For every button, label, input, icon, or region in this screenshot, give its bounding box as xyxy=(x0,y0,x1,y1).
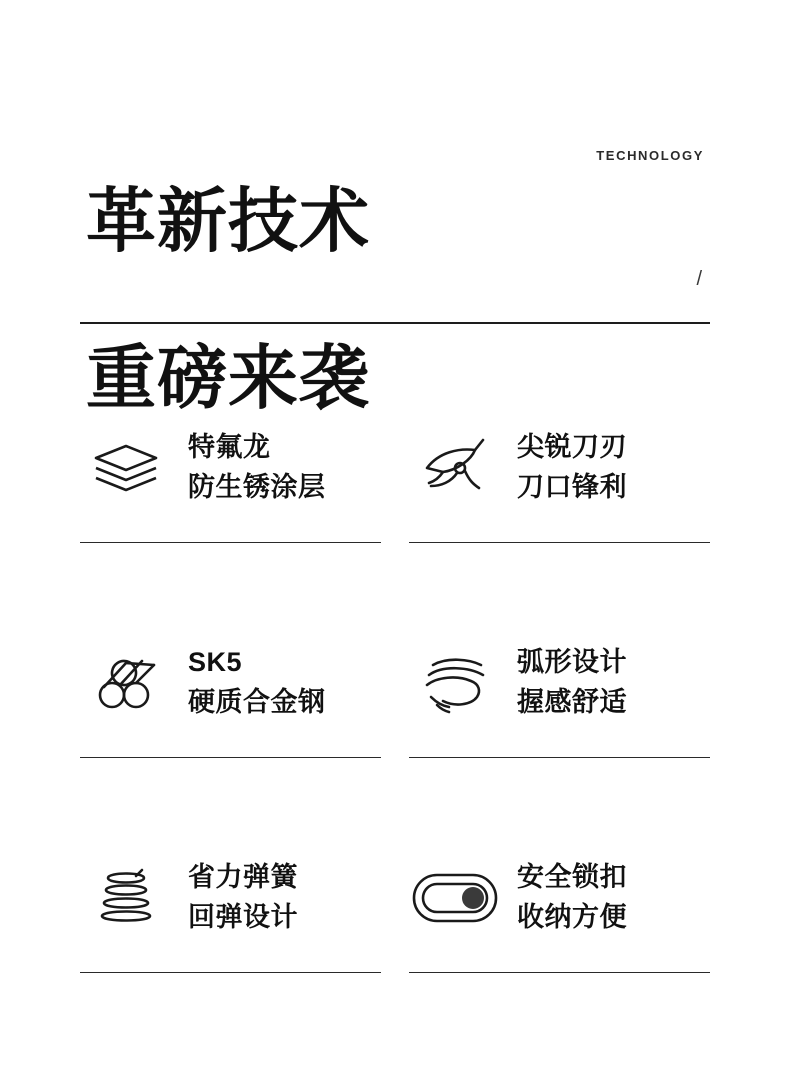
feature-labels xyxy=(188,863,298,932)
feature-item xyxy=(409,400,710,615)
steel-bars-icon xyxy=(80,637,172,729)
feature-labels xyxy=(517,863,627,932)
feature-item xyxy=(80,830,381,1045)
kicker-label: TECHNOLOGY xyxy=(596,148,704,163)
feature-label-line-1: 省力弹簧 xyxy=(188,862,298,893)
feature-label-line-2: 硬质合金钢 xyxy=(188,687,326,717)
feature-label-line-2: 防生锈涂层 xyxy=(188,472,326,502)
feature-label-line-1: 特氟龙 xyxy=(188,432,271,463)
feature-grid xyxy=(80,400,710,1045)
feature-labels xyxy=(517,648,627,717)
layers-icon xyxy=(80,422,172,514)
feature-label-line-1: 尖锐刀刃 xyxy=(517,432,627,463)
page-title-line-1: 革新技术 xyxy=(86,182,370,261)
feature-labels xyxy=(188,648,326,717)
feature-labels xyxy=(188,433,326,502)
feature-item xyxy=(80,615,381,830)
pruning-shears-icon xyxy=(409,422,501,514)
feature-label-line-2: 回弹设计 xyxy=(188,902,298,932)
page-title-line-2: 重磅来袭 xyxy=(86,339,370,418)
feature-item xyxy=(409,615,710,830)
feature-label-line-1: 安全锁扣 xyxy=(517,862,627,893)
feature-label-line-2: 收纳方便 xyxy=(517,902,627,932)
feature-item xyxy=(409,830,710,1045)
feature-label-line-1: 弧形设计 xyxy=(517,647,627,678)
feature-label-line-2: 握感舒适 xyxy=(517,687,627,717)
header-divider xyxy=(80,322,710,324)
feature-item xyxy=(80,400,381,615)
safety-lock-toggle-icon xyxy=(409,852,501,944)
feature-label-line-2: 刀口锋利 xyxy=(517,472,627,502)
spring-coil-icon xyxy=(80,852,172,944)
feature-label-line-1: SK5 xyxy=(188,647,243,678)
feature-labels xyxy=(517,433,627,502)
hand-grip-icon xyxy=(409,637,501,729)
slash-mark: / xyxy=(696,268,702,290)
